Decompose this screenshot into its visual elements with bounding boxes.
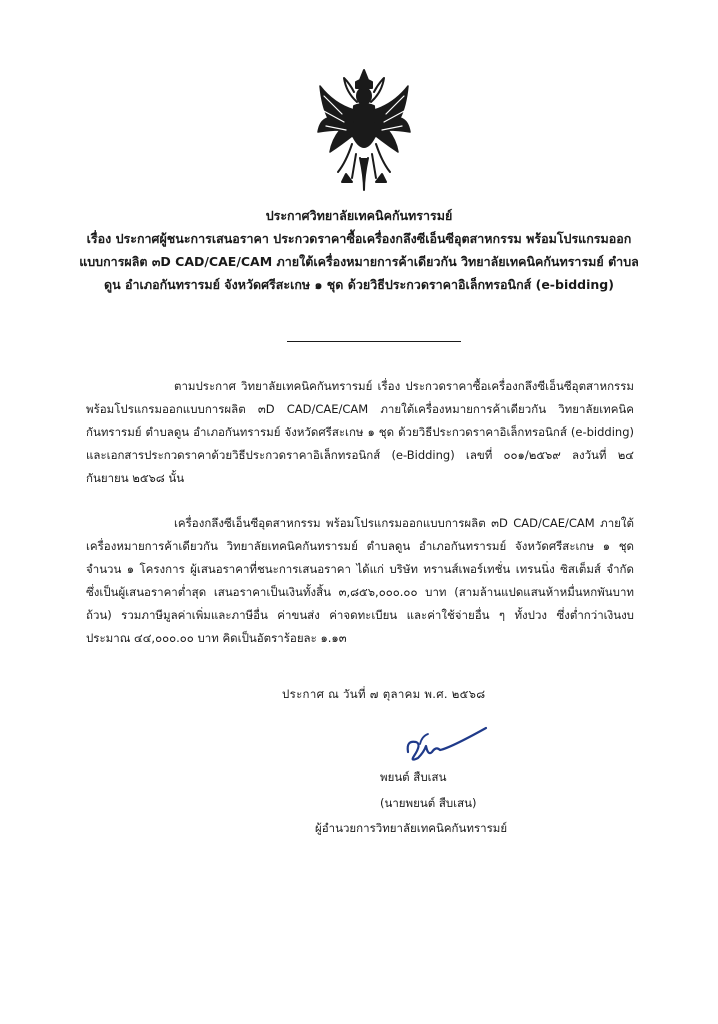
body-paragraph-2 xyxy=(86,512,634,650)
garuda-emblem-icon xyxy=(316,66,412,194)
subject-line-3: ดูน อำเภอกันทรารมย์ จังหวัดศรีสะเกษ ๑ ชุด ด้วยวิธีประกวดราคาอิเล็กทรอนิกส์ (e-bidding) xyxy=(104,277,614,292)
paragraph-1-text: ตามประกาศ วิทยาลัยเทคนิคกันทรารมย์ เรื่อง ประกวดราคาซื้อเครื่องกลึงซีเอ็นซีอุตสาหกรรม พร้อมโปรแกรมออกแบบการผลิต ๓D CAD/CAE/CAM ภายใต้เครื่องหมายการค้าเดียวกัน วิทยาลัยเทคนิคกันทรารมย์ ตำบลดูน อำเภอกันทรารมย์ จังหวัดศรีสะเกษ ๑ ชุด ด้วยวิธีประกวดราคาอิเล็กทรอนิกส์ (e-bidding) และเอกสารประกวดราคาด้วยวิธีประกวดราคาอิเล็กทรอนิกส์ (e-Bidding) เลขที่ ๐๐๑/๒๕๖๙ ลงวันที่ ๒๔ กันยายน ๒๕๖๘ นั้น xyxy=(86,379,634,485)
header-divider xyxy=(287,341,461,342)
subject-line-1: เรื่อง ประกาศผู้ชนะการเสนอราคา ประกวดราคาซื้อเครื่องกลึงซีเอ็นซีอุตสาหกรรม พร้อมโปรแกรมออก xyxy=(86,231,632,246)
announcement-date: ประกาศ ณ วันที่ ๗ ตุลาคม พ.ศ. ๒๕๖๘ xyxy=(282,687,486,701)
signatory-position: ผู้อำนวยการวิทยาลัยเทคนิคกันทรารมย์ xyxy=(315,821,508,835)
signatory-full-name: (นายพยนต์ สืบเสน) xyxy=(380,796,477,810)
body-paragraph-1 xyxy=(86,375,634,490)
announcement-title: ประกาศวิทยาลัยเทคนิคกันทรารมย์ xyxy=(265,208,453,223)
subject-line-2: แบบการผลิต ๓D CAD/CAE/CAM ภายใต้เครื่องหมายการค้าเดียวกัน วิทยาลัยเทคนิคกันทรารมย์ ตำบล xyxy=(79,254,639,269)
announcement-header xyxy=(60,204,658,296)
signatory-name: พยนต์ สืบเสน xyxy=(380,770,447,784)
paragraph-2-text: เครื่องกลึงซีเอ็นซีอุตสาหกรรม พร้อมโปรแกรมออกแบบการผลิต ๓D CAD/CAE/CAM ภายใต้เครื่องหมายการค้าเดียวกัน วิทยาลัยเทคนิคกันทรารมย์ ตำบลดูน อำเภอกันทรารมย์ จังหวัดศรีสะเกษ ๑ ชุด จำนวน ๑ โครงการ ผู้เสนอราคาที่ชนะการเสนอราคา ได้แก่ บริษัท ทรานส์เพอร์เทชั่น เทรนนิ่ง ซิสเต็มส์ จำกัด ซึ่งเป็นผู้เสนอราคาต่ำสุด เสนอราคาเป็นเงินทั้งสิ้น ๓,๘๕๖,๐๐๐.๐๐ บาท (สามล้านแปดแสนห้าหมื่นหกพันบาทถ้วน) รวมภาษีมูลค่าเพิ่มและภาษีอื่น ค่าขนส่ง ค่าจดทะเบียน และค่าใช้จ่ายอื่น ๆ ทั้งปวง ซึ่งต่ำกว่าเงินงบประมาณ ๔๔,๐๐๐.๐๐ บาท คิดเป็นอัตราร้อยละ ๑.๑๓ xyxy=(86,516,634,645)
handwritten-signature-icon xyxy=(400,722,488,770)
